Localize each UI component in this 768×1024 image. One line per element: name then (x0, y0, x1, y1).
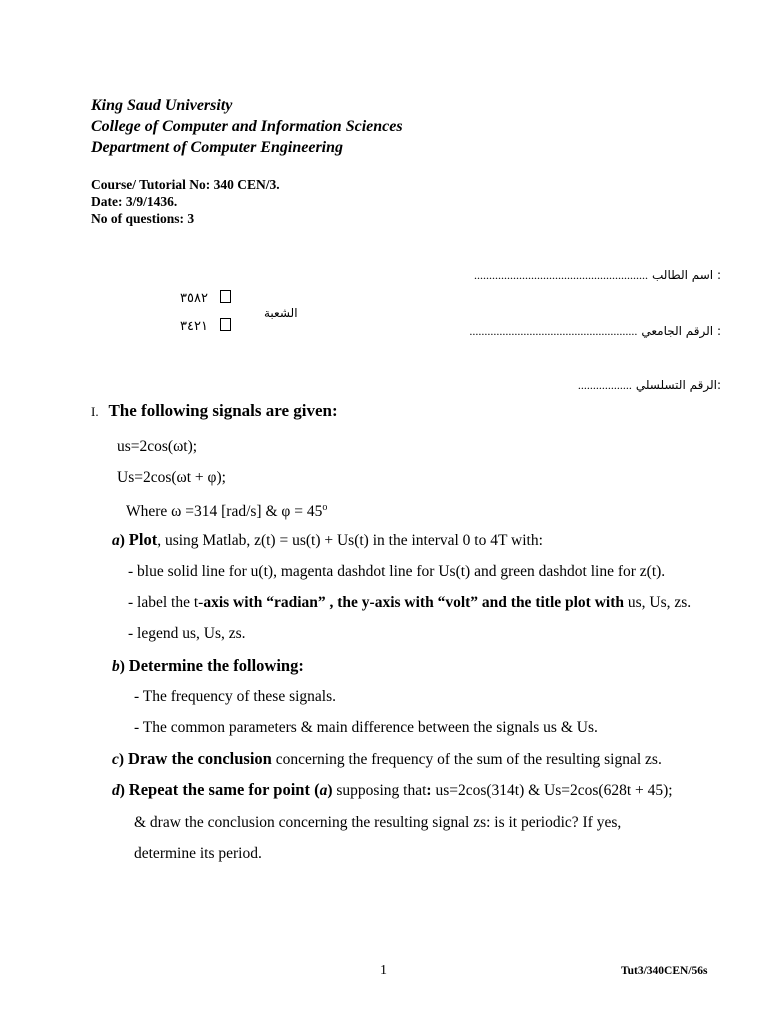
questions-count: No of questions: 3 (91, 211, 195, 226)
part-d-letter: d (112, 782, 120, 799)
student-name-field (474, 266, 721, 284)
part-c-text: concerning the frequency of the sum of the resulting signal zs. (271, 751, 662, 768)
serial-number-field (578, 376, 721, 394)
part-a-head: Plot (128, 530, 158, 549)
part-d-text-1: supposing that (332, 782, 427, 799)
part-a-line-2-post: us, Us, zs. (624, 594, 692, 611)
student-name-dots: .......................................................... (474, 268, 649, 282)
question-number: I. (91, 404, 99, 419)
equation-Us: Us=2cos(ωt + φ); (117, 469, 226, 486)
part-a-line-2 (128, 593, 691, 613)
student-name-label: اسم الطالب : (652, 268, 721, 282)
part-b-line-1: - The frequency of these signals. (134, 688, 337, 705)
college-name: College of Computer and Information Sciences (91, 118, 403, 135)
page-number: 1 (380, 963, 387, 978)
course-number: Course/ Tutorial No: 340 CEN/3. (91, 177, 280, 192)
checkbox-2-icon (220, 318, 231, 331)
exam-date: Date: 3/9/1436. (91, 194, 178, 209)
department-name: Department of Computer Engineering (91, 139, 344, 156)
checkbox-1-icon (220, 290, 231, 303)
equation-params (126, 498, 327, 522)
serial-number-label: الرقم التسلسلي: (635, 378, 721, 392)
part-b-line-2: - The common parameters & main difference between the signals us & Us. (134, 719, 598, 736)
footer-code: Tut3/340CEN/56s (621, 965, 708, 977)
part-a-line-2-pre: - label the t- (128, 594, 204, 611)
part-c-paren: ) (118, 751, 125, 768)
part-b-letter: b (112, 658, 120, 675)
question-1-heading (91, 401, 338, 422)
part-d-head-a: a (319, 782, 328, 799)
section-label: الشعبة (264, 306, 298, 320)
degree-symbol: o (322, 502, 328, 513)
part-c-letter: c (112, 751, 119, 768)
part-d-head-close: ) (327, 782, 333, 799)
equation-us: us=2cos(ωt); (117, 438, 198, 455)
part-d-line-3: determine its period. (134, 845, 262, 862)
section-option-2 (180, 318, 231, 334)
student-id-label: الرقم الجامعي : (641, 324, 721, 338)
part-d-paren: ) (119, 782, 125, 799)
part-c-head: Draw the conclusion (127, 749, 272, 768)
section-1-number: ٣٥٨٢ (180, 291, 208, 306)
university-name: King Saud University (91, 97, 233, 114)
section-2-number: ٣٤٢١ (180, 319, 208, 334)
part-a-line-2-bold: axis with “radian” , the y-axis with “volt” and the title plot with (203, 594, 625, 611)
part-d-text-2: us=2cos(314t) & Us=2cos(628t + 45); (431, 782, 673, 799)
serial-number-dots: .................. (577, 378, 632, 392)
part-d-colon: : (426, 782, 432, 799)
part-a-paren: ) (119, 532, 125, 549)
params-text: Where ω =314 [rad/s] & φ = 45 (126, 503, 323, 521)
part-b-head: Determine the following: (128, 656, 304, 675)
part-d-head: Repeat the same for point ( (128, 780, 320, 799)
part-b (112, 656, 304, 677)
part-a-letter: a (112, 532, 120, 549)
part-a-text: , using Matlab, z(t) = us(t) + Us(t) in the interval 0 to 4T with: (157, 532, 543, 549)
section-option-1 (180, 290, 231, 306)
student-id-dots: ........................................................ (469, 324, 638, 338)
part-c (112, 749, 662, 770)
student-id-field (469, 322, 721, 340)
part-d-line-2: & draw the conclusion concerning the resulting signal zs: is it periodic? If yes, (134, 814, 622, 831)
part-a-line-1: - blue solid line for u(t), magenta dashdot line for Us(t) and green dashdot line for z(t). (128, 563, 666, 580)
part-d (112, 780, 673, 801)
part-a (112, 530, 543, 551)
part-a-line-3: - legend us, Us, zs. (128, 625, 246, 642)
question-title: The following signals are given: (108, 401, 338, 420)
part-b-paren: ) (119, 658, 125, 675)
